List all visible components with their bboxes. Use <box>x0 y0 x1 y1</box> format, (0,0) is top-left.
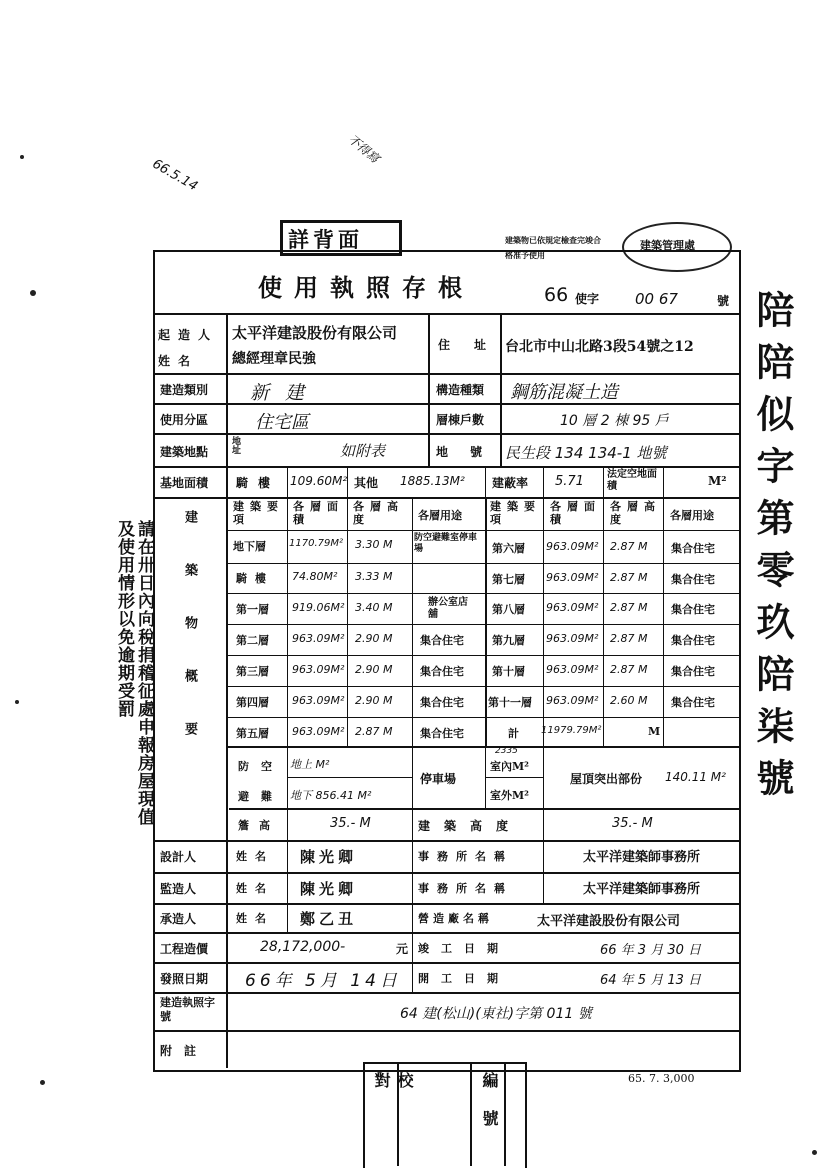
rule <box>229 808 739 810</box>
floor-name: 第四層 <box>236 696 269 709</box>
rule <box>153 313 739 315</box>
supervisor-label: 監造人 <box>160 882 197 896</box>
rule <box>153 840 739 842</box>
floor-height: 2.87 M <box>610 601 648 614</box>
floor-name: 第九層 <box>492 634 525 647</box>
cost-value: 28,172,000- <box>260 939 346 955</box>
col-area-header-right: 各層面積 <box>550 500 601 526</box>
floor-name: 第二層 <box>236 634 269 647</box>
floor-area: 963.09M² <box>292 632 345 645</box>
rule <box>226 717 739 718</box>
rule <box>428 313 430 373</box>
building-height-label: 建築高度 <box>418 819 523 833</box>
shelter-above: 地上 M² <box>290 758 330 771</box>
permit-word: 使字 <box>575 292 600 306</box>
eave-label: 簷高 <box>238 819 280 832</box>
floor-use: 集合住宅 <box>420 634 464 647</box>
rule <box>663 466 664 497</box>
approval-note-1: 建築物已依規定檢查完竣合 <box>505 235 601 245</box>
use-zone: 住宅區 <box>255 412 309 433</box>
floor-height: 2.87 M <box>355 725 393 738</box>
address-label: 住址 <box>438 338 511 352</box>
floor-area: 74.80M² <box>292 570 338 583</box>
rule <box>226 530 739 531</box>
floor-use: 集合住宅 <box>671 665 715 678</box>
floor-name: 第十一層 <box>488 696 532 709</box>
floor-height: M <box>648 725 661 738</box>
rule <box>412 932 413 992</box>
overview-vertical-label: 建築物概要 <box>182 510 197 775</box>
permit-number: 00 67 <box>635 290 678 308</box>
floor-use: 集合住宅 <box>671 603 715 616</box>
owner-representative: 總經理章民強 <box>232 351 316 367</box>
rule <box>287 466 288 497</box>
rule <box>412 808 413 840</box>
rule <box>485 497 487 747</box>
floor-area: 963.09M² <box>292 725 345 738</box>
supervisor-office-label: 事務所名稱 <box>418 882 513 895</box>
category-label: 建造類別 <box>160 383 209 397</box>
coverage-label: 建蔽率 <box>492 476 529 490</box>
floor-height: 3.40 M <box>355 601 393 614</box>
floor-use: 集合住宅 <box>671 696 715 709</box>
contractor-name-label: 姓名 <box>236 912 274 925</box>
floor-height: 2.87 M <box>610 663 648 676</box>
rule <box>153 903 739 905</box>
rule <box>543 808 544 840</box>
supervisor-name: 陳光卿 <box>300 880 358 898</box>
floor-name: 第七層 <box>492 573 525 586</box>
floor-height: 2.90 M <box>355 694 393 707</box>
floor-use: 集合住宅 <box>420 665 464 678</box>
site-sub-label: 地址 <box>230 436 240 454</box>
structure-label: 構造種類 <box>436 383 485 397</box>
lot-label: 地號 <box>436 445 505 459</box>
floor-name: 第一層 <box>236 603 269 616</box>
rule <box>347 497 348 747</box>
floor-area: 963.09M² <box>546 601 599 614</box>
detail-back-label: 詳背面 <box>288 227 363 252</box>
floor-area: 963.09M² <box>546 663 599 676</box>
shelter-label: 防空避難 <box>238 760 284 803</box>
rule <box>153 872 739 874</box>
building-category: 新建 <box>250 382 321 404</box>
rule <box>287 497 288 747</box>
arcade-area: 109.60M² <box>290 474 348 488</box>
site-label: 建築地點 <box>160 445 209 459</box>
rule <box>153 433 739 435</box>
coverage-value: 5.71 <box>555 474 584 489</box>
floor-area: 1170.79M² <box>289 538 343 549</box>
rule <box>485 466 486 497</box>
legal-open-value: M² <box>708 474 727 488</box>
rule <box>226 686 739 687</box>
start-date: 64 年 5 月 13 日 <box>600 973 702 988</box>
rule <box>287 840 288 903</box>
scan-speck <box>812 1150 817 1155</box>
floor-area: 963.09M² <box>546 571 599 584</box>
floor-use: 集合住宅 <box>420 727 464 740</box>
rule <box>412 497 413 747</box>
cost-unit: 元 <box>396 942 409 956</box>
top-handwritten-mark: 不得寫 <box>345 131 382 166</box>
rule <box>226 746 739 748</box>
owner-label: 起造人姓名 <box>158 328 219 368</box>
floor-area: 11979.79M² <box>541 725 602 736</box>
rule <box>226 655 739 656</box>
rule <box>412 746 413 808</box>
floor-area: 919.06M² <box>292 601 345 614</box>
rule <box>153 373 739 375</box>
floor-use: 集合住宅 <box>420 696 464 709</box>
rule <box>287 903 288 932</box>
contractor-name: 鄭乙丑 <box>300 910 358 928</box>
rule <box>412 840 413 932</box>
floor-area: 963.09M² <box>546 632 599 645</box>
floors-value: 10 層 2 棟 95 戶 <box>560 413 669 429</box>
issue-date-label: 發照日期 <box>160 972 209 986</box>
rule <box>428 373 430 466</box>
approval-oval-text: 建築管理處 <box>640 239 695 252</box>
floor-area: 963.09M² <box>292 663 345 676</box>
building-structure: 鋼筋混凝土造 <box>510 382 618 403</box>
form-title: 使用執照存根 <box>258 273 474 302</box>
rule <box>603 497 604 747</box>
floor-area: 963.09M² <box>546 540 599 553</box>
rule <box>543 840 544 903</box>
floor-height: 2.87 M <box>610 540 648 553</box>
rule <box>153 992 739 994</box>
completion-date: 66 年 3 月 30 日 <box>600 943 702 958</box>
scan-speck <box>20 155 24 159</box>
contractor-label: 承造人 <box>160 912 197 926</box>
floor-area: 963.09M² <box>292 694 345 707</box>
cost-label: 工程造價 <box>160 942 209 956</box>
print-note: 65. 7. 3,000 <box>628 1072 695 1085</box>
rule <box>504 1062 506 1166</box>
col-use-header: 各層用途 <box>418 509 462 522</box>
start-label: 開工日期 <box>418 972 510 985</box>
floor-name: 第六層 <box>492 542 525 555</box>
roof-label: 屋頂突出部份 <box>570 772 643 786</box>
legal-open-label: 法定空地面積 <box>607 469 657 492</box>
parking-indoor-value: 2335 <box>495 746 518 756</box>
designer-office: 太平洋建築師事務所 <box>583 850 701 865</box>
rule <box>603 466 604 497</box>
floor-height: 3.33 M <box>355 570 393 583</box>
floor-height: 2.90 M <box>355 663 393 676</box>
owner-company: 太平洋建設股份有限公司 <box>232 324 398 342</box>
floor-name: 第三層 <box>236 665 269 678</box>
col-area-header: 各層面積 <box>293 500 344 526</box>
right-margin-stamp: 陪陪似字第零玖陪柒號 <box>750 290 795 810</box>
designer-label: 設計人 <box>160 850 197 864</box>
floor-height: 2.87 M <box>610 571 648 584</box>
designer-name: 陳光卿 <box>300 848 358 866</box>
rule <box>287 808 288 840</box>
floor-name: 第十層 <box>492 665 525 678</box>
arcade-label: 騎樓 <box>236 476 281 490</box>
floor-use: 集合住宅 <box>671 573 715 586</box>
rule <box>153 962 739 964</box>
scan-speck <box>30 290 36 296</box>
designer-name-label: 姓名 <box>236 850 274 863</box>
rule <box>153 497 739 499</box>
floor-area: 963.09M² <box>546 694 599 707</box>
parking-outdoor: 室外M² <box>490 789 529 802</box>
floor-name: 騎樓 <box>236 572 274 585</box>
tax-reminder-note: 請在卅日內向稅捐稽征處申報房屋現值及使用情形以免逾期受罰 <box>114 520 154 826</box>
contractor-firm: 太平洋建設股份有限公司 <box>537 914 681 929</box>
rule <box>226 624 739 625</box>
col-height-header: 各層高度 <box>353 500 404 526</box>
rule <box>153 1030 739 1032</box>
floor-use: 防空避難室停車場 <box>414 533 478 554</box>
floor-height: 3.30 M <box>355 538 393 551</box>
issue-date: 66年 5月 14日 <box>245 971 401 991</box>
rule <box>226 313 228 1068</box>
other-area: 1885.13M² <box>400 474 465 488</box>
proof-label: 校對 <box>372 1072 414 1124</box>
rule <box>663 497 664 747</box>
rule <box>543 746 544 808</box>
rule <box>153 466 739 468</box>
other-label: 其他 <box>354 476 379 490</box>
construction-permit-number: 64 建(松山)(東社)字第 011 號 <box>400 1006 592 1022</box>
col-height-header-right: 各層高度 <box>610 500 661 526</box>
shelter-below: 地下 856.41 M² <box>290 789 372 802</box>
use-zone-label: 使用分區 <box>160 413 209 427</box>
lot-number: 民生段 134 134-1 地號 <box>505 444 667 462</box>
note-label: 附註 <box>160 1044 209 1058</box>
scan-speck <box>40 1080 45 1085</box>
rule <box>485 777 543 778</box>
approval-note-2: 格准予使用 <box>505 250 545 260</box>
floors-label: 層棟戶數 <box>436 413 485 427</box>
building-height-value: 35.- M <box>612 816 653 831</box>
rule <box>226 563 739 564</box>
contractor-firm-label: 營造廠名稱 <box>418 912 493 925</box>
floor-use: 集合住宅 <box>671 542 715 555</box>
floor-name: 第五層 <box>236 727 269 740</box>
scan-speck <box>15 700 19 704</box>
permit-year: 66 <box>544 284 569 306</box>
permit-suffix: 號 <box>717 294 730 308</box>
building-site: 如附表 <box>340 442 386 460</box>
floor-name: 計 <box>508 727 519 740</box>
floor-name: 地下層 <box>233 540 266 553</box>
floor-height: 2.90 M <box>355 632 393 645</box>
rule <box>226 593 739 594</box>
col-item-header-right: 建築要項 <box>490 500 541 526</box>
parking-indoor: 室內M² <box>490 760 529 773</box>
rule <box>543 466 544 497</box>
floor-use: 集合住宅 <box>671 634 715 647</box>
floor-height: 2.87 M <box>610 632 648 645</box>
permit-no-label: 建造執照字號 <box>160 996 215 1023</box>
floor-height: 2.60 M <box>610 694 648 707</box>
roof-value: 140.11 M² <box>665 770 726 784</box>
rule <box>153 932 739 934</box>
rule <box>153 403 739 405</box>
owner-address: 台北市中山北路3段54號之12 <box>505 339 694 355</box>
issue-number-label: 編號 <box>480 1072 499 1148</box>
floor-use: 辦公室店舖 <box>428 597 468 620</box>
rule <box>470 1062 472 1166</box>
supervisor-name-label: 姓名 <box>236 882 274 895</box>
designer-office-label: 事務所名稱 <box>418 850 513 863</box>
rule <box>543 497 544 747</box>
base-area-label: 基地面積 <box>160 476 209 490</box>
supervisor-office: 太平洋建築師事務所 <box>583 882 701 897</box>
col-item-header: 建築要項 <box>233 500 284 526</box>
rule <box>287 777 412 778</box>
corner-handwritten-stamp: 66.5.14 <box>149 156 201 195</box>
eave-value: 35.- M <box>330 816 371 831</box>
completion-label: 竣工日期 <box>418 942 510 955</box>
floor-name: 第八層 <box>492 603 525 616</box>
col-use-header-right: 各層用途 <box>670 509 714 522</box>
parking-label: 停車場 <box>420 772 457 786</box>
